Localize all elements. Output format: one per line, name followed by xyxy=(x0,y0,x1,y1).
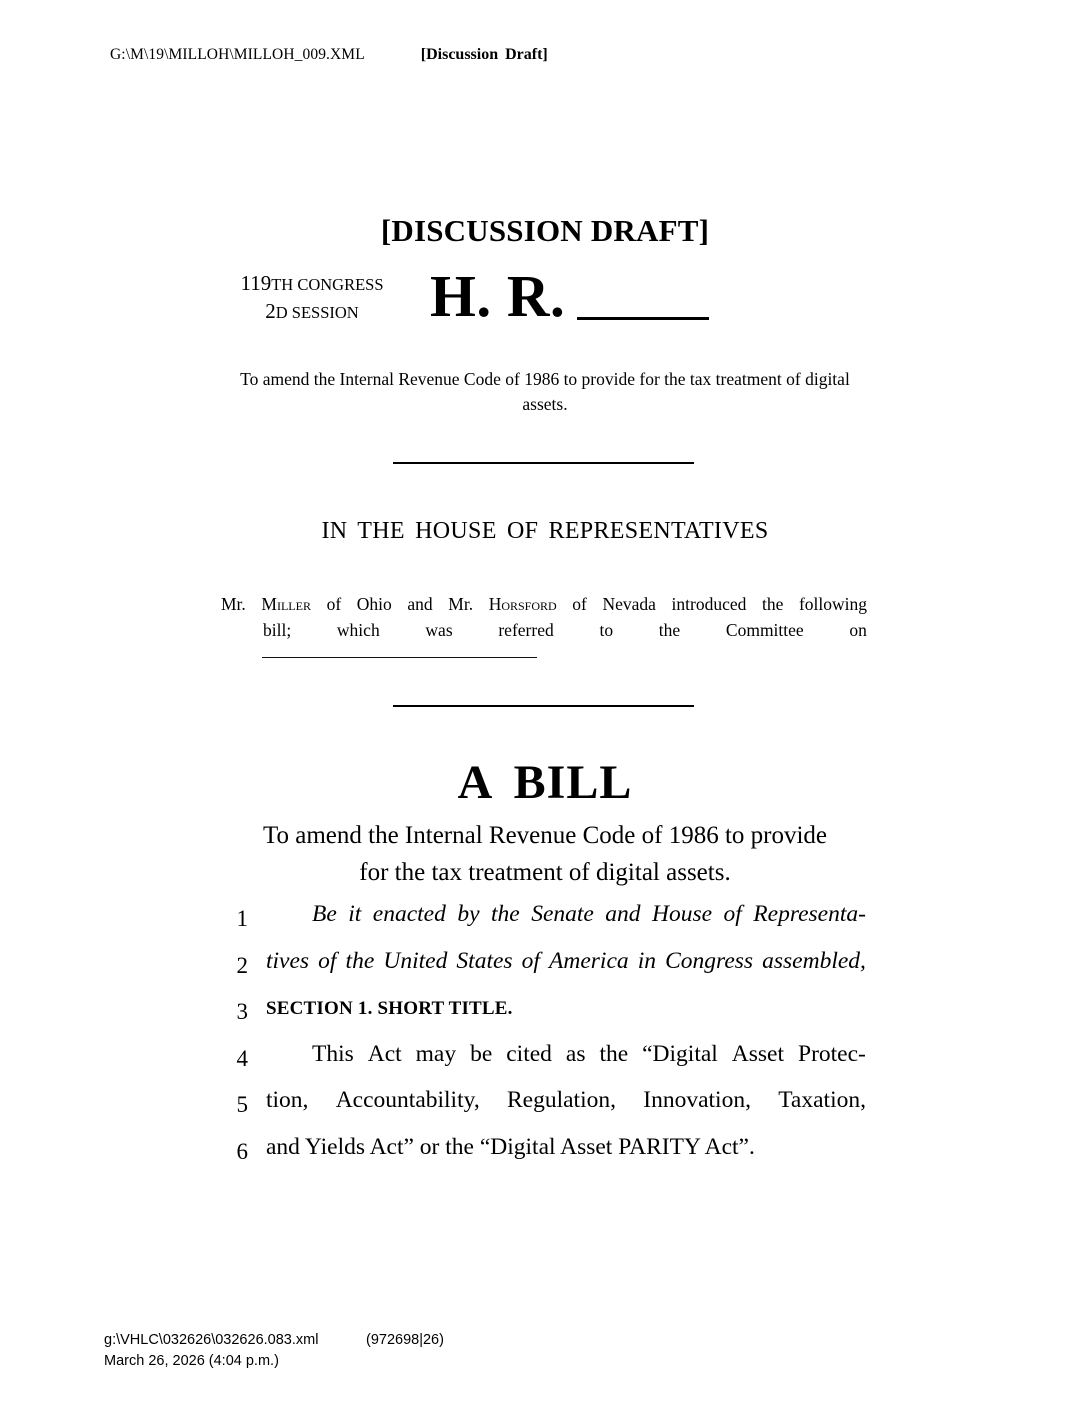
document-header xyxy=(110,46,980,64)
bill-line xyxy=(0,1089,1090,1136)
sponsor-name-miller: Miller xyxy=(261,594,311,614)
line-word: Protec- xyxy=(798,1040,866,1067)
purpose-statement-long xyxy=(195,818,895,891)
header-file-path: G:\M\19\MILLOH\MILLOH_009.XML xyxy=(110,46,365,63)
line-word: Act xyxy=(367,1040,402,1067)
bill-designation-block xyxy=(218,263,878,329)
bill-line xyxy=(0,947,1090,997)
line-word: as xyxy=(565,1040,586,1067)
line-word: tives xyxy=(266,947,310,974)
sponsor-line-one xyxy=(221,592,867,617)
committee-name-blank xyxy=(262,657,537,658)
line-word: Representa- xyxy=(753,901,866,927)
line-word: Accountability, xyxy=(335,1087,480,1113)
line-word: “Digital xyxy=(642,1040,718,1067)
hr-number-blank xyxy=(577,317,709,320)
sponsor-paragraph xyxy=(221,592,867,642)
sponsor-prefix-2: Mr. xyxy=(448,594,474,614)
line-word: This xyxy=(312,1040,354,1067)
sponsor-state-2: of Nevada xyxy=(572,594,656,614)
discussion-draft-banner: [DISCUSSION DRAFT] xyxy=(380,213,710,248)
line-word: of xyxy=(318,947,337,974)
line-word: the xyxy=(491,901,520,927)
session-ordinal: 2 xyxy=(265,298,276,323)
line-word: Senate xyxy=(531,901,594,927)
sponsor-name-horsford: Horsford xyxy=(488,594,557,614)
a-bill-heading: A BILL xyxy=(457,756,633,809)
session-suffix: D SESSION xyxy=(275,302,359,322)
sponsor-word: the xyxy=(658,619,681,640)
line-word: be xyxy=(470,1040,493,1067)
bill-line xyxy=(0,1040,1090,1090)
line-word: in xyxy=(637,947,657,974)
line-text xyxy=(266,947,866,974)
document-footer xyxy=(104,1330,444,1372)
hr-number-block xyxy=(430,263,709,329)
line-word: of xyxy=(521,947,540,974)
line-number: 4 xyxy=(236,1045,248,1071)
divider-rule-bottom xyxy=(393,705,694,707)
sponsor-tail: introduced the following xyxy=(671,594,868,614)
line-word: the xyxy=(599,1040,629,1067)
divider-rule-top xyxy=(393,462,694,464)
purpose-long-line-2: for the tax treatment of digital assets. xyxy=(359,858,731,886)
sponsor-prefix-1: Mr. xyxy=(221,594,246,614)
line-word: may xyxy=(415,1040,457,1067)
line-text xyxy=(266,1040,866,1067)
bill-line xyxy=(0,996,1090,1043)
sponsor-word: on xyxy=(849,619,867,640)
line-word: assembled, xyxy=(762,947,866,974)
purpose-statement-short: To amend the Internal Revenue Code of 1986 to provide for the tax treatment of digital assets. xyxy=(240,369,850,414)
line-word: Regulation, xyxy=(506,1087,616,1113)
line-word: America xyxy=(549,947,629,974)
line-number: 6 xyxy=(236,1138,248,1164)
line-word: the xyxy=(345,947,375,974)
sponsor-word: bill; xyxy=(263,619,292,640)
footer-timestamp: March 26, 2026 (4:04 p.m.) xyxy=(104,1353,279,1370)
section-heading: SECTION 1. SHORT TITLE. xyxy=(266,998,513,1019)
congress-session-block xyxy=(218,268,406,326)
line-number: 2 xyxy=(236,952,248,978)
line-word: States xyxy=(456,947,513,974)
sponsor-word: was xyxy=(425,619,453,640)
sponsor-word: Committee xyxy=(725,619,804,640)
bill-body xyxy=(0,903,1090,1182)
congress-line xyxy=(218,270,406,298)
line-word: and xyxy=(605,901,641,927)
line-text xyxy=(266,903,866,927)
sponsor-word: which xyxy=(336,619,380,640)
line-text: and Yields Act” or the “Digital Asset PARITY Act”. xyxy=(266,1133,755,1160)
line-word: House xyxy=(652,901,713,927)
line-word: of xyxy=(723,901,742,927)
line-word: Asset xyxy=(731,1040,785,1067)
purpose-long-line-1: To amend the Internal Revenue Code of 1986 to provide xyxy=(262,822,828,849)
line-word: it xyxy=(348,901,362,927)
footer-row-top xyxy=(104,1330,444,1351)
sponsor-word: to xyxy=(599,619,614,640)
sponsor-state-1: of Ohio and xyxy=(326,594,433,614)
line-word: cited xyxy=(506,1040,552,1067)
line-number: 3 xyxy=(236,999,248,1024)
footer-job-code: (972698|26) xyxy=(366,1332,444,1348)
sponsor-word: referred xyxy=(498,619,554,640)
line-word: enacted xyxy=(372,901,446,927)
chamber-heading: IN THE HOUSE OF REPRESENTATIVES xyxy=(321,518,769,544)
line-word: Innovation, xyxy=(643,1087,751,1113)
line-number: 1 xyxy=(236,906,248,931)
line-word: Congress xyxy=(665,947,754,974)
bill-line xyxy=(0,903,1090,950)
bill-line xyxy=(0,1133,1090,1183)
sponsor-line-two xyxy=(221,618,867,643)
footer-file-path: g:\VHLC\032626\032626.083.xml xyxy=(104,1332,319,1348)
session-line xyxy=(218,298,406,326)
hr-label: H. R. xyxy=(430,263,566,329)
line-word: Be xyxy=(312,901,337,927)
line-word: tion, xyxy=(266,1087,309,1113)
line-word: Taxation, xyxy=(778,1087,866,1113)
congress-ordinal: 119 xyxy=(240,271,272,295)
congress-suffix: TH CONGRESS xyxy=(271,275,384,294)
line-text xyxy=(266,1089,866,1113)
footer-row-bottom xyxy=(104,1351,444,1372)
line-word: United xyxy=(383,947,448,974)
line-number: 5 xyxy=(236,1092,248,1117)
header-draft-tag: [Discussion Draft] xyxy=(420,46,548,63)
line-word: by xyxy=(457,901,480,927)
